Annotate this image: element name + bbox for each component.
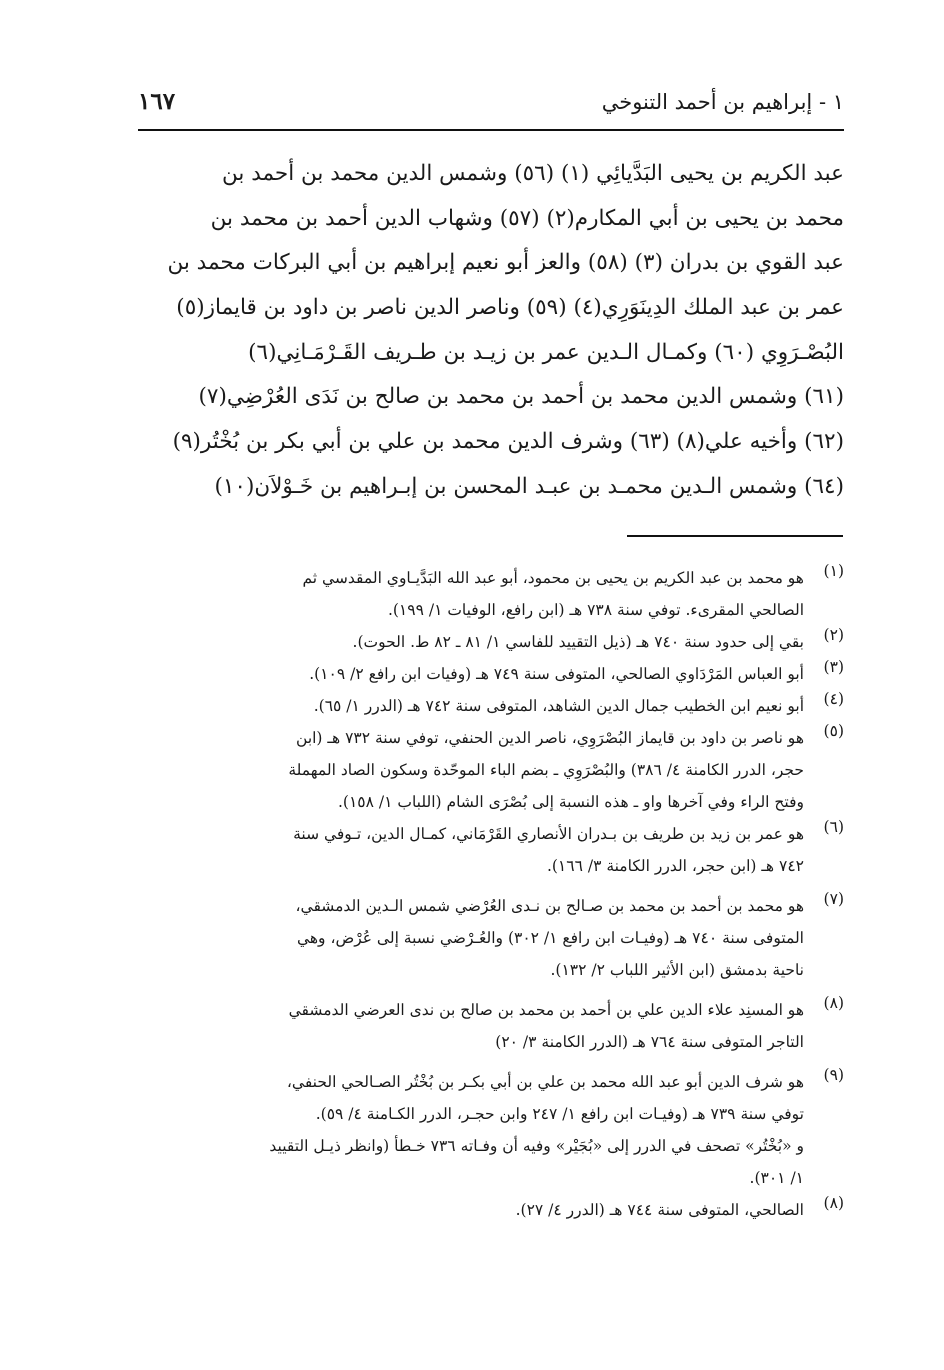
footnote-7: [138, 890, 844, 986]
footnote-number: (٨): [823, 994, 844, 1012]
footnote-line: المتوفى سنة ٧٤٠ هـ (وفيـات ابن رافع ١/ ٣٠٢) والعُـرْضي نسبة إلى عُرْض، وهي: [296, 929, 804, 947]
text-line: محمد بن يحيى بن أبي المكارم(٢) (٥٧) وشهاب الدين أحمد بن محمد بن: [210, 205, 844, 231]
footnote-line: هو عمر بن زيد بن طريف بن بـدران الأنصاري القَرْمَاني، كمـال الدين، تـوفي سنة: [293, 825, 804, 843]
footnote-10: [138, 1194, 844, 1226]
footnote-line: أبو العباس المَرْدَاوي الصالحي، المتوفى سنة ٧٤٩ هـ (وفيات ابن رافع ٢/ ١٠٩).: [309, 665, 804, 683]
footnote-number: (٤): [823, 690, 844, 708]
footnote-number: (٧): [823, 890, 844, 908]
footnote-number: (١): [823, 562, 844, 580]
footnote-divider: [627, 535, 843, 537]
header-divider: [138, 129, 844, 131]
text-line: البُصْـرَوِي (٦٠) وكمـال الـدين عمر بن زيـد بن طـريف القَـرْمَـانِي(٦): [248, 339, 844, 365]
footnote-1: [138, 562, 844, 626]
footnote-line: ناحية بدمشق (ابن الأثير اللباب ٢/ ١٣٢).: [550, 961, 804, 979]
footnote-number: (٨): [823, 1194, 844, 1212]
footnote-line: توفي سنة ٧٣٩ هـ (وفيـات ابن رافع ١/ ٢٤٧ وابن حجـر، الدرر الكـامنة ٤/ ٥٩).: [315, 1105, 804, 1123]
footnote-3: [138, 658, 844, 690]
page-header: [138, 88, 844, 130]
page-number: ١٦٧: [138, 88, 176, 115]
footnote-line: بقي إلى حدود سنة ٧٤٠ هـ (ذيل التقييد للفاسي ١/ ٨١ ـ ٨٢ ط. الحوت).: [352, 633, 804, 651]
footnote-line: و «بُخْتُر» تصحف في الدرر إلى «بُجَيْر» وفيه أن وفـاته ٧٣٦ خـطأ (وانظر ذيـل التقييد: [269, 1137, 804, 1155]
footnote-line: حجر، الدرر الكامنة ٤/ ٣٨٦) والبُصْرَوِي ـ بضم الباء الموحّدة وسكون الصاد المهملة: [288, 761, 804, 779]
footnote-line: الصالحي، المتوفى سنة ٧٤٤ هـ (الدرر ٤/ ٢٧).: [515, 1201, 804, 1219]
footnote-number: (٢): [823, 626, 844, 644]
footnote-line: هو ناصر بن داود بن قايماز البُصْرَوِي، ناصر الدين الحنفي، توفي سنة ٧٣٢ هـ (ابن: [296, 729, 804, 747]
footnote-line: ١/ ٣٠١).: [749, 1169, 804, 1187]
footnote-line: هو محمد بن أحمد بن محمد بن صـالح بن نـدى العُرْضي شمس الـدين الدمشقي،: [295, 897, 804, 915]
text-line: عمر بن عبد الملك الدِينَوَرِي(٤) (٥٩) وناصر الدين ناصر بن داود بن قايماز(٥): [176, 295, 844, 321]
chapter-title: ١ - إبراهيم بن أحمد التنوخي: [601, 90, 844, 114]
footnotes: [138, 562, 844, 1226]
footnote-5: [138, 722, 844, 818]
footnote-9: [138, 1066, 844, 1194]
text-line: (٦٤) وشمس الـدين محمـد بن عبـد المحسن بن إبـراهيم بن خَـوْلاَن(١٠): [214, 473, 844, 499]
footnote-line: التاجر المتوفى سنة ٧٦٤ هـ (الدرر الكامنة ٣/ ٢٠): [495, 1033, 804, 1051]
text-line: عبد القوي بن بدران (٣) (٥٨) والعز أبو نعيم إبراهيم بن أبي البركات محمد بن: [167, 250, 844, 276]
footnote-line: ٧٤٢ هـ (ابن حجر، الدرر الكامنة ٣/ ١٦٦).: [546, 857, 804, 875]
footnote-number: (٥): [823, 722, 844, 740]
text-line: عبد الكريم بن يحيى البَدَّيائِي (١) (٥٦) وشمس الدين محمد بن أحمد بن: [222, 161, 844, 186]
footnote-line: هو محمد بن عبد الكريم بن يحيى بن محمود، أبو عبد الله البَدَّيـاوي المقدسي ثم: [302, 569, 804, 587]
footnote-4: [138, 690, 844, 722]
footnote-line: الصالحي المقرىء. توفي سنة ٧٣٨ هـ (ابن رافع، الوفيات ١/ ١٩٩).: [387, 601, 804, 619]
footnote-line: هو المسنِد علاء الدين علي بن أحمد بن محمد بن صالح بن ندى العرضي الدمشقي: [288, 1001, 804, 1019]
footnote-line: هو شرف الدين أبو عبد الله محمد بن علي بن أبي بكـر بن بُخْتُر الصـالحي الحنفي،: [286, 1073, 804, 1091]
footnote-2: [138, 626, 844, 658]
footnote-number: (٣): [823, 658, 844, 676]
footnote-8: [138, 994, 844, 1058]
footnote-number: (٩): [823, 1066, 844, 1084]
text-line: (٦١) وشمس الدين محمد بن أحمد بن محمد بن صالح بن نَدَى العُرْضِي(٧): [198, 384, 844, 410]
main-text: [138, 152, 844, 510]
footnote-line: وفتح الراء وفي آخرها واو ـ هذه النسبة إلى بُصْرَى الشام (اللباب ١/ ١٥٨).: [337, 793, 804, 811]
text-line: (٦٢) وأخيه علي(٨) (٦٣) وشرف الدين محمد بن علي بن أبي بكر بن بُخْتُر(٩): [172, 429, 844, 455]
footnote-6: [138, 818, 844, 882]
footnote-number: (٦): [823, 818, 844, 836]
footnote-line: أبو نعيم ابن الخطيب جمال الدين الشاهد، المتوفى سنة ٧٤٢ هـ (الدرر ١/ ٦٥).: [313, 697, 804, 715]
